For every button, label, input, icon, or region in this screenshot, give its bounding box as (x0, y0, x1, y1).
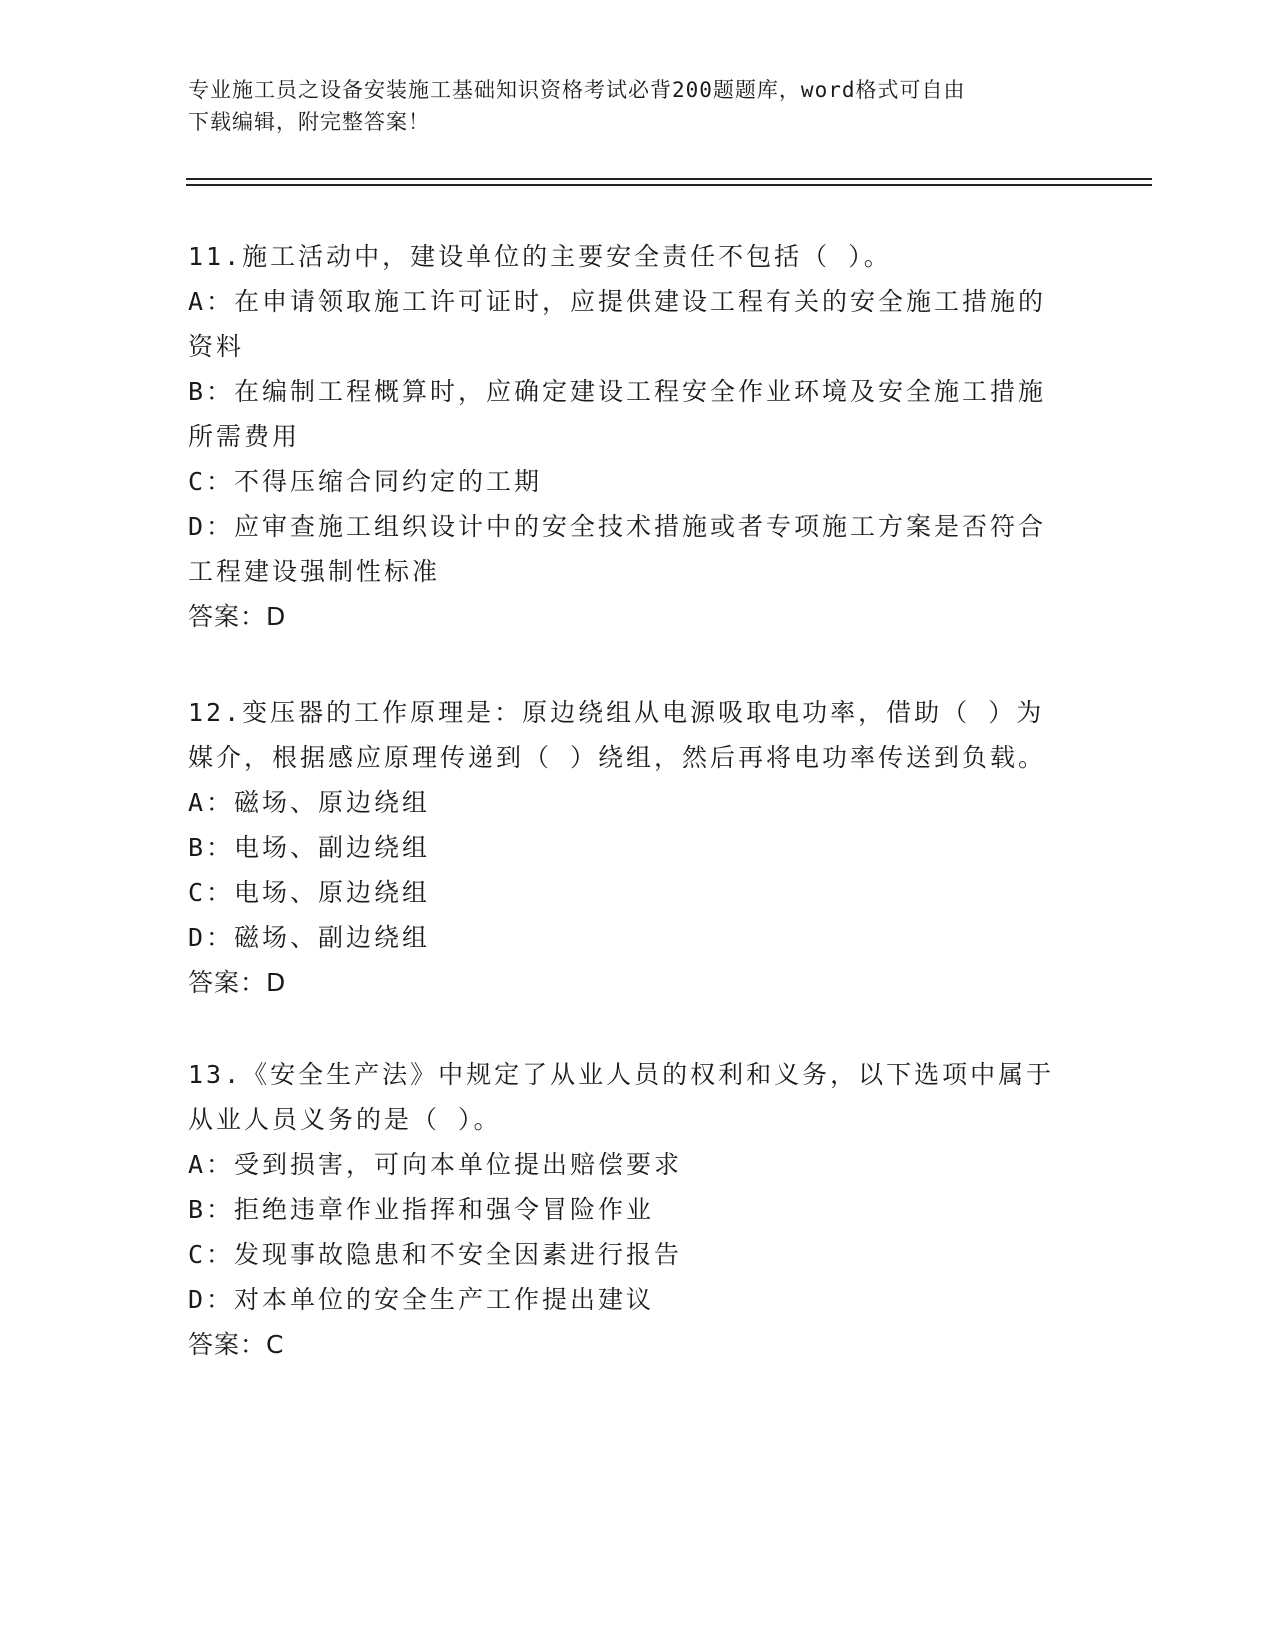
question-11 (188, 234, 1088, 639)
option-b: B：在编制工程概算时，应确定建设工程安全作业环境及安全施工措施 (188, 377, 1047, 406)
question-stem: 11.施工活动中，建设单位的主要安全责任不包括（ ）。 (188, 242, 892, 271)
document-header (188, 74, 1088, 138)
question-stem: 13.《安全生产法》中规定了从业人员的权利和义务，以下选项中属于 (188, 1060, 1055, 1089)
question-stem: 12.变压器的工作原理是：原边绕组从电源吸取电功率，借助（ ）为 (188, 698, 1045, 727)
option-d: D：应审查施工组织设计中的安全技术措施或者专项施工方案是否符合 (188, 512, 1047, 541)
option-a-continued: 资料 (188, 332, 245, 361)
option-d: D：磁场、副边绕组 (188, 923, 431, 952)
option-a: A：在申请领取施工许可证时，应提供建设工程有关的安全施工措施的 (188, 287, 1047, 316)
header-line-2: 下载编辑，附完整答案！ (188, 110, 430, 134)
option-c: C：发现事故隐患和不安全因素进行报告 (188, 1240, 683, 1269)
question-stem-continued: 媒介，根据感应原理传递到（ ）绕组，然后再将电功率传送到负载。 (188, 743, 1047, 772)
header-divider-bottom (186, 184, 1152, 186)
header-line-1: 专业施工员之设备安装施工基础知识资格考试必背200题题库，word格式可自由 (188, 78, 966, 102)
question-12 (188, 690, 1088, 1005)
question-stem-continued: 从业人员义务的是（ ）。 (188, 1105, 502, 1134)
answer: 答案：D (188, 968, 287, 997)
option-b-continued: 所需费用 (188, 422, 301, 451)
option-c: C：不得压缩合同约定的工期 (188, 467, 543, 496)
option-a: A：受到损害，可向本单位提出赔偿要求 (188, 1150, 683, 1179)
option-d: D：对本单位的安全生产工作提出建议 (188, 1285, 655, 1314)
option-d-continued: 工程建设强制性标准 (188, 557, 441, 586)
option-c: C：电场、原边绕组 (188, 878, 431, 907)
option-b: B：电场、副边绕组 (188, 833, 431, 862)
option-a: A：磁场、原边绕组 (188, 788, 431, 817)
answer: 答案：D (188, 602, 287, 631)
header-divider-top (186, 178, 1152, 180)
option-b: B：拒绝违章作业指挥和强令冒险作业 (188, 1195, 655, 1224)
answer: 答案：C (188, 1330, 285, 1359)
question-13 (188, 1052, 1088, 1367)
